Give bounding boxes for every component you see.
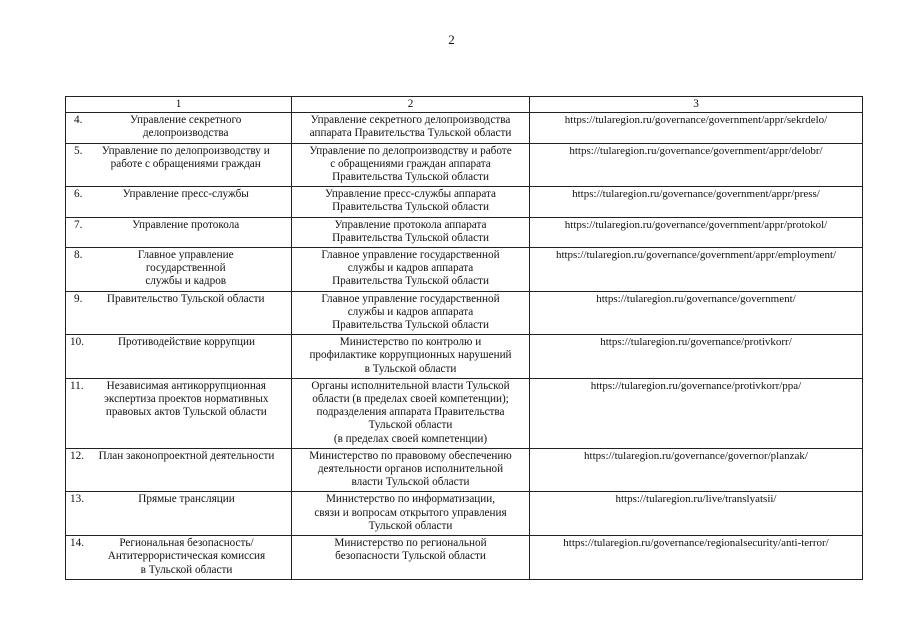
section-url-link[interactable]: https://tularegion.ru/governance/protivkorr/ bbox=[530, 335, 863, 379]
section-cell bbox=[66, 187, 292, 217]
section-url-link[interactable]: https://tularegion.ru/live/translyatsii/ bbox=[530, 492, 863, 536]
section-cell bbox=[66, 448, 292, 492]
page-number: 2 bbox=[448, 32, 455, 47]
section-cell bbox=[66, 113, 292, 143]
section-cell bbox=[66, 291, 292, 335]
responsible-org: Главное управление государственной службы и кадров аппарата Правительства Тульской области bbox=[292, 248, 530, 292]
table-row bbox=[66, 335, 863, 379]
table-row bbox=[66, 113, 863, 143]
responsible-org: Главное управление государственной службы и кадров аппарата Правительства Тульской области bbox=[292, 291, 530, 335]
header-row bbox=[66, 97, 863, 113]
section-cell bbox=[66, 378, 292, 448]
row-number: 10. bbox=[70, 336, 84, 349]
section-cell bbox=[66, 536, 292, 580]
row-number: 9. bbox=[74, 292, 83, 305]
table-row bbox=[66, 217, 863, 247]
section-url-link[interactable]: https://tularegion.ru/governance/government/appr/delobr/ bbox=[530, 143, 863, 187]
section-url-link[interactable]: https://tularegion.ru/governance/governor/planzak/ bbox=[530, 448, 863, 492]
section-url-link[interactable]: https://tularegion.ru/governance/protivkorr/ppa/ bbox=[530, 378, 863, 448]
row-number: 11. bbox=[70, 379, 84, 392]
column-header-3: 3 bbox=[530, 97, 863, 113]
section-name: Правительство Тульской области bbox=[106, 292, 265, 305]
section-name: Региональная безопасность/ Антитеррористическая комиссия в Тульской области bbox=[107, 537, 266, 576]
section-name: Прямые трансляции bbox=[138, 493, 235, 506]
section-url-link[interactable]: https://tularegion.ru/governance/government/appr/protokol/ bbox=[530, 217, 863, 247]
responsible-org: Министерство по правовому обеспечению деятельности органов исполнительной власти Тульской области bbox=[292, 448, 530, 492]
table-row bbox=[66, 187, 863, 217]
section-url-link[interactable]: https://tularegion.ru/governance/regionalsecurity/anti-terror/ bbox=[530, 536, 863, 580]
row-number: 8. bbox=[74, 249, 83, 262]
section-cell bbox=[66, 217, 292, 247]
section-cell bbox=[66, 143, 292, 187]
section-name: План законопроектной деятельности bbox=[98, 449, 275, 462]
column-header-1: 1 bbox=[66, 97, 292, 113]
table-row bbox=[66, 248, 863, 292]
section-name: Независимая антикоррупционная экспертиза проектов нормативных правовых актов Тульской области bbox=[104, 379, 269, 419]
row-number: 4. bbox=[74, 114, 83, 127]
section-name: Управление протокола bbox=[132, 218, 240, 231]
responsible-org: Министерство по контролю и профилактике коррупционных нарушений в Тульской области bbox=[292, 335, 530, 379]
responsible-org: Управление по делопроизводству и работе с обращениями граждан аппарата Правительства Тульской области bbox=[292, 143, 530, 187]
section-cell bbox=[66, 492, 292, 536]
row-number: 12. bbox=[70, 449, 84, 462]
table-row bbox=[66, 291, 863, 335]
section-name: Управление по делопроизводству и работе с обращениями граждан bbox=[101, 144, 270, 170]
row-number: 13. bbox=[70, 493, 84, 506]
row-number: 7. bbox=[74, 218, 83, 231]
table-row bbox=[66, 492, 863, 536]
row-number: 6. bbox=[74, 188, 83, 201]
table-row bbox=[66, 536, 863, 580]
responsible-org: Управление пресс-службы аппарата Правительства Тульской области bbox=[292, 187, 530, 217]
section-url-link[interactable]: https://tularegion.ru/governance/government/ bbox=[530, 291, 863, 335]
section-cell bbox=[66, 248, 292, 292]
section-name: Управление секретного делопроизводства bbox=[130, 114, 242, 140]
sites-table bbox=[65, 96, 863, 580]
section-url-link[interactable]: https://tularegion.ru/governance/government/appr/press/ bbox=[530, 187, 863, 217]
row-number: 14. bbox=[70, 537, 84, 550]
table-row bbox=[66, 143, 863, 187]
section-cell bbox=[66, 335, 292, 379]
responsible-org: Управление протокола аппарата Правительства Тульской области bbox=[292, 217, 530, 247]
table-row bbox=[66, 378, 863, 448]
section-name: Противодействие коррупции bbox=[117, 336, 256, 349]
section-url-link[interactable]: https://tularegion.ru/governance/government/appr/sekrdelo/ bbox=[530, 113, 863, 143]
section-name: Главное управление государственной службы и кадров bbox=[137, 249, 234, 288]
table-row bbox=[66, 448, 863, 492]
section-name: Управление пресс-службы bbox=[122, 188, 249, 201]
section-url-link[interactable]: https://tularegion.ru/governance/government/appr/employment/ bbox=[530, 248, 863, 292]
responsible-org: Управление секретного делопроизводства аппарата Правительства Тульской области bbox=[292, 113, 530, 143]
responsible-org: Органы исполнительной власти Тульской области (в пределах своей компетенции); подразделения аппарата Правительства Тульской области (в пределах своей компетенции) bbox=[292, 378, 530, 448]
row-number: 5. bbox=[74, 144, 83, 157]
column-header-2: 2 bbox=[292, 97, 530, 113]
responsible-org: Министерство по региональной безопасности Тульской области bbox=[292, 536, 530, 580]
responsible-org: Министерство по информатизации, связи и вопросам открытого управления Тульской области bbox=[292, 492, 530, 536]
